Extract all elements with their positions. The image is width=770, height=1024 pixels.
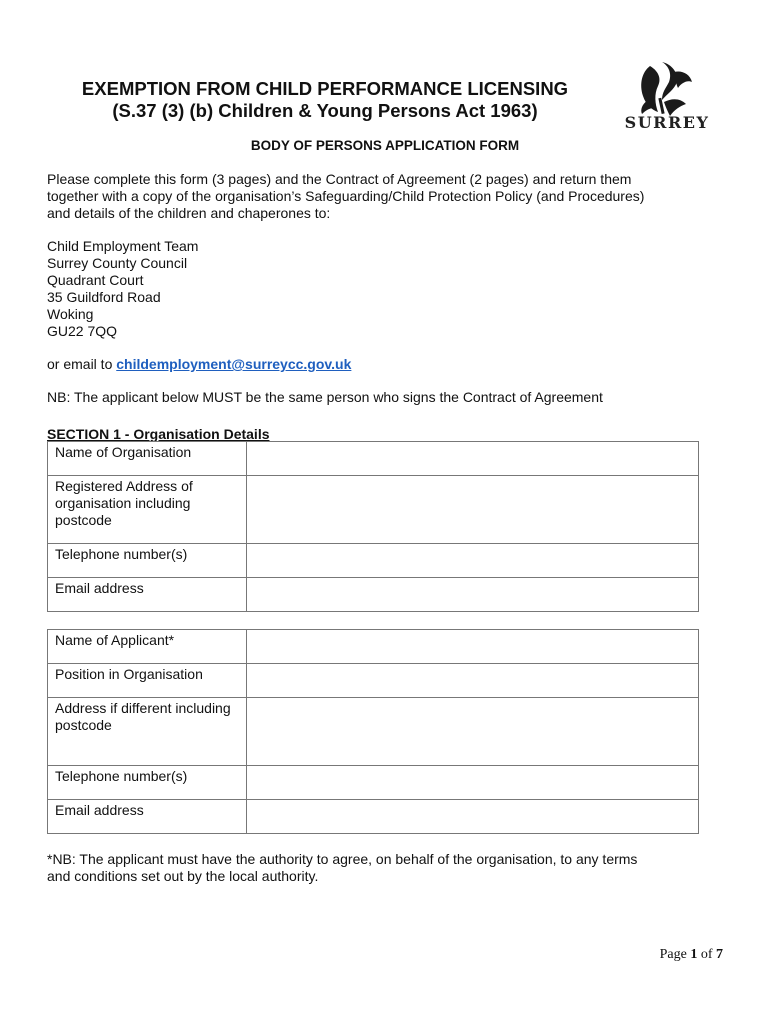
registered-address-field[interactable] — [247, 476, 699, 544]
field-label: Position in Organisation — [48, 664, 247, 698]
organisation-name-field[interactable] — [247, 442, 699, 476]
address-line: Surrey County Council — [47, 255, 188, 271]
address-line: Woking — [47, 306, 94, 322]
field-label: Telephone number(s) — [48, 544, 247, 578]
title-line-2: (S.37 (3) (b) Children & Young Persons Act 1963) — [112, 100, 538, 121]
table-row — [48, 698, 699, 766]
nb-applicant-note: NB: The applicant below MUST be the same person who signs the Contract of Agreement — [47, 389, 603, 405]
address-line: 35 Guildford Road — [47, 289, 161, 305]
table-row — [48, 578, 699, 612]
email-prefix: or email to — [47, 356, 117, 372]
field-label: Name of Organisation — [48, 442, 247, 476]
organisation-email-field[interactable] — [247, 578, 699, 612]
applicant-position-field[interactable] — [247, 664, 699, 698]
email-link[interactable]: childemployment@surreycc.gov.uk — [116, 356, 352, 372]
table-row — [48, 476, 699, 544]
section-1-heading: SECTION 1 - Organisation Details — [47, 426, 270, 442]
footnote-line: and conditions set out by the local authority. — [47, 868, 319, 884]
page-number — [660, 947, 723, 963]
table-row — [48, 544, 699, 578]
field-label: Name of Applicant* — [48, 630, 247, 664]
applicant-details-table — [47, 629, 699, 834]
applicant-email-field[interactable] — [247, 800, 699, 834]
field-label: Address if different including postcode — [48, 698, 247, 766]
table-row — [48, 442, 699, 476]
table-row — [48, 664, 699, 698]
organisation-telephone-field[interactable] — [247, 544, 699, 578]
intro-line: together with a copy of the organisation’s Safeguarding/Child Protection Policy (and Procedures) — [47, 188, 645, 204]
field-label: Registered Address of organisation including postcode — [48, 476, 247, 544]
form-title — [40, 78, 610, 122]
field-label: Email address — [48, 800, 247, 834]
organisation-details-table — [47, 441, 699, 612]
address-line: Child Employment Team — [47, 238, 199, 254]
applicant-telephone-field[interactable] — [247, 766, 699, 800]
page-of: of — [700, 947, 713, 962]
title-line-1: EXEMPTION FROM CHILD PERFORMANCE LICENSING — [81, 78, 569, 99]
applicant-name-field[interactable] — [247, 630, 699, 664]
return-address — [47, 238, 727, 340]
applicant-address-field[interactable] — [247, 698, 699, 766]
page-current: 1 — [690, 947, 698, 962]
page-total: 7 — [716, 947, 723, 962]
authority-footnote — [47, 851, 727, 885]
intro-line: and details of the children and chaperones to: — [47, 205, 331, 221]
address-line: GU22 7QQ — [47, 323, 118, 339]
page-label: Page — [659, 947, 687, 962]
intro-line: Please complete this form (3 pages) and the Contract of Agreement (2 pages) and return them — [47, 171, 632, 187]
logo-wordmark: SURREY — [624, 113, 710, 132]
table-row — [48, 766, 699, 800]
field-label: Telephone number(s) — [48, 766, 247, 800]
form-subtitle: BODY OF PERSONS APPLICATION FORM — [250, 138, 520, 153]
intro-paragraph — [47, 171, 727, 222]
table-row — [48, 630, 699, 664]
field-label: Email address — [48, 578, 247, 612]
table-row — [48, 800, 699, 834]
address-line: Quadrant Court — [47, 272, 144, 288]
email-paragraph — [47, 356, 727, 373]
footnote-line: *NB: The applicant must have the authority to agree, on behalf of the organisation, to any terms — [47, 851, 638, 867]
